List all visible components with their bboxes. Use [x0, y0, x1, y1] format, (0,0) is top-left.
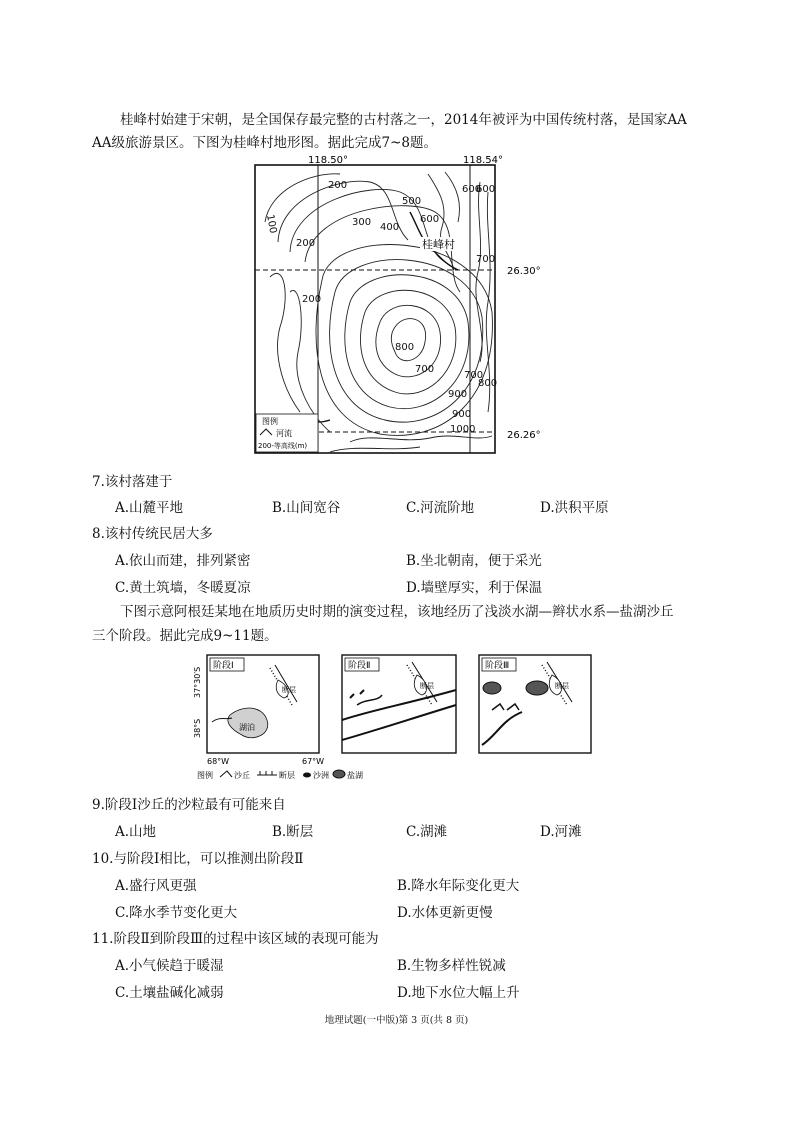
intro1-line1: 桂峰村始建于宋朝，是全国保存最完整的古村落之一，2014年被评为中国传统村落，是国家AA: [120, 112, 687, 128]
map1-legend: [256, 414, 318, 452]
svg-text:沙洲: 沙洲: [313, 771, 329, 780]
contour-label: 300: [352, 217, 372, 228]
topographic-map: [230, 152, 550, 462]
svg-text:断层: 断层: [555, 682, 569, 690]
q7-option-b[interactable]: B.山间宽谷: [272, 500, 341, 516]
lon-label-right: 118.54°: [463, 155, 503, 166]
lat-label-top: 26.30°: [507, 266, 541, 277]
stage-3-panel: [479, 655, 591, 753]
q8-option-a[interactable]: A.依山而建，排列紧密: [115, 553, 251, 569]
q11-option-a[interactable]: A.小气候趋于暖湿: [115, 958, 224, 974]
stage-lon-label-2: 67°W: [302, 757, 325, 766]
contour-label: 200: [302, 294, 322, 305]
contour-label: 200: [328, 180, 348, 191]
intro2-line1: 下图示意阿根廷某地在地质历史时期的演变过程，该地经历了浅淡水湖—辫状水系—盐湖沙丘: [120, 604, 674, 620]
question-8-stem: 8.该村传统民居大多: [92, 526, 213, 542]
page-footer: 地理试题(一中版)第 3 页(共 8 页): [324, 1015, 469, 1026]
contour-label: 1000: [450, 424, 476, 435]
svg-text:200-等高线(m): 200-等高线(m): [258, 442, 308, 450]
village-label: 桂峰村: [422, 238, 455, 251]
svg-text:断层: 断层: [279, 771, 295, 780]
question-10-stem: 10.与阶段Ⅰ相比，可以推测出阶段Ⅱ: [92, 851, 304, 867]
svg-text:盐湖: 盐湖: [347, 771, 363, 780]
q8-option-b[interactable]: B.坐北朝南，便于采光: [406, 553, 542, 569]
q10-option-d[interactable]: D.水体更新更慢: [397, 905, 493, 921]
intro2-line2: 三个阶段。据此完成9~11题。: [92, 628, 278, 644]
map2-legend: [197, 770, 363, 780]
contour-label: 600: [462, 184, 482, 195]
svg-text:图例: 图例: [197, 771, 213, 780]
stage-lon-label-1: 68°W: [207, 757, 230, 766]
svg-text:图例: 图例: [262, 417, 278, 426]
contour-label: 800: [395, 342, 415, 353]
stage-lat-label-1: 37°30′S: [193, 666, 202, 698]
contour-label: 800: [478, 378, 498, 389]
lat-label-bottom: 26.26°: [507, 430, 541, 441]
contour-label: 600: [420, 214, 440, 225]
contour-label: 700: [476, 254, 496, 265]
q9-option-a[interactable]: A.山地: [115, 824, 157, 840]
svg-text:河流: 河流: [276, 429, 292, 438]
q11-option-c[interactable]: C.土壤盐碱化减弱: [115, 985, 224, 1001]
q10-option-a[interactable]: A.盛行风更强: [115, 878, 197, 894]
svg-text:沙丘: 沙丘: [234, 771, 250, 780]
contour-label: 700: [415, 364, 435, 375]
contour-label: 700: [464, 370, 484, 381]
contour-label: 600: [476, 184, 496, 195]
svg-text:阶段Ⅰ: 阶段Ⅰ: [213, 661, 234, 671]
lon-label-left: 118.50°: [308, 155, 348, 166]
svg-text:湖泊: 湖泊: [239, 723, 255, 732]
contour-label: 500: [402, 196, 422, 207]
q7-option-a[interactable]: A.山麓平地: [115, 500, 184, 516]
contour-label: 900: [448, 389, 468, 400]
q8-option-d[interactable]: D.墙壁厚实，利于保温: [406, 580, 543, 596]
stage-evolution-map: [182, 650, 610, 784]
q10-option-c[interactable]: C.降水季节变化更大: [115, 905, 238, 921]
q11-option-b[interactable]: B.生物多样性锐减: [397, 958, 506, 974]
contour-label: 400: [380, 222, 400, 233]
question-7-stem: 7.该村落建于: [92, 474, 173, 490]
contour-label: 900: [452, 409, 472, 420]
question-9-stem: 9.阶段Ⅰ沙丘的沙粒最有可能来自: [92, 797, 286, 813]
q9-option-d[interactable]: D.河滩: [540, 824, 582, 840]
q7-option-d[interactable]: D.洪积平原: [540, 500, 609, 516]
q10-option-b[interactable]: B.降水年际变化更大: [397, 878, 520, 894]
q8-option-c[interactable]: C.黄土筑墙，冬暖夏凉: [115, 580, 251, 596]
q7-option-c[interactable]: C.河流阶地: [406, 500, 475, 516]
q9-option-c[interactable]: C.湖滩: [406, 824, 448, 840]
svg-text:阶段Ⅲ: 阶段Ⅲ: [485, 661, 510, 671]
svg-text:阶段Ⅱ: 阶段Ⅱ: [348, 661, 371, 671]
q11-option-d[interactable]: D.地下水位大幅上升: [397, 985, 520, 1001]
svg-text:断层: 断层: [420, 682, 434, 690]
q9-option-b[interactable]: B.断层: [272, 824, 314, 840]
question-11-stem: 11.阶段Ⅱ到阶段Ⅲ的过程中该区域的表现可能为: [92, 931, 379, 947]
stage-1-panel: [207, 655, 319, 753]
stage-2-panel: [342, 655, 456, 753]
intro1-line2: AA级旅游景区。下图为桂峰村地形图。据此完成7~8题。: [92, 135, 437, 151]
contour-label: 200: [296, 238, 316, 249]
stage-lat-label-2: 38°S: [193, 718, 202, 738]
svg-text:断层: 断层: [282, 686, 296, 694]
contour-label: 100: [264, 213, 279, 235]
